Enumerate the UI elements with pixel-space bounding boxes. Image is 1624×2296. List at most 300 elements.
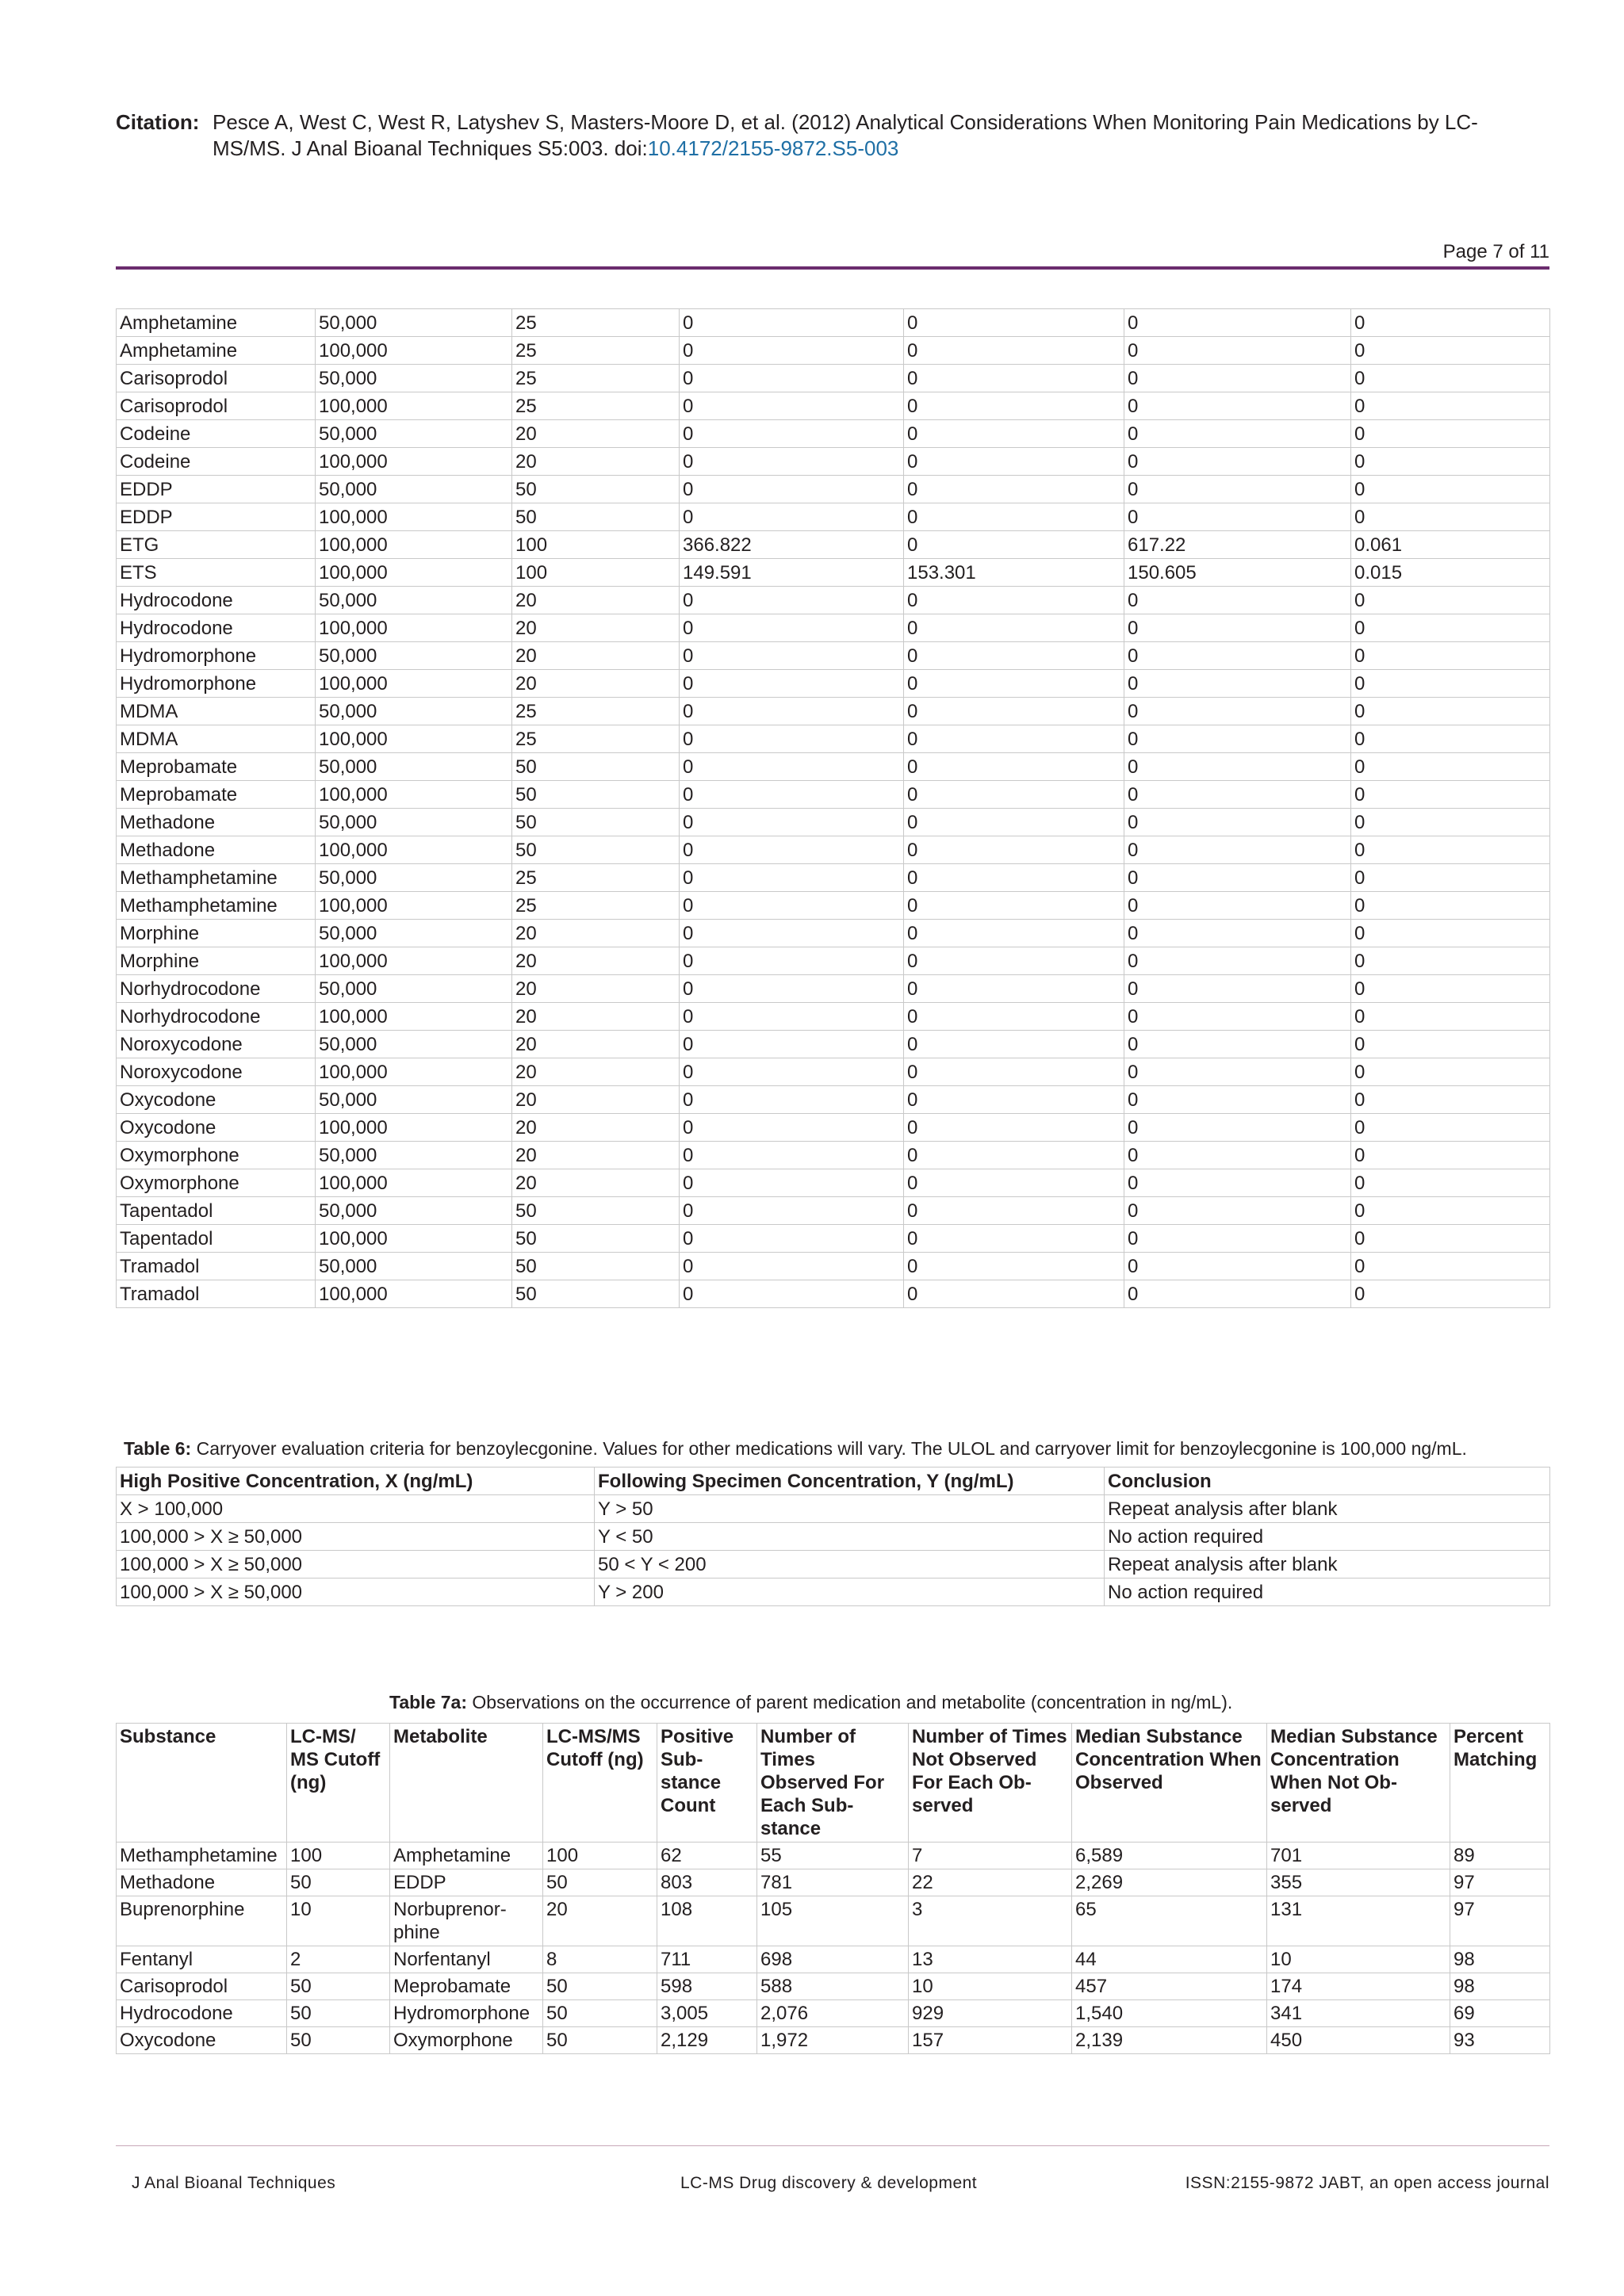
table-cell: 2: [287, 1946, 390, 1973]
table-cell: 0: [904, 864, 1124, 892]
table-cell: 98: [1450, 1946, 1550, 1973]
table-cell: 0: [904, 947, 1124, 975]
table-cell: 0: [904, 698, 1124, 725]
table-cell: 50: [512, 503, 680, 531]
table-cell: 0: [1351, 503, 1550, 531]
table-cell: 0: [1124, 753, 1351, 781]
table-cell: 0: [1351, 392, 1550, 420]
table-cell: 20: [512, 920, 680, 947]
header-row: [117, 1468, 1550, 1495]
table6-caption-label: Table 6:: [124, 1438, 192, 1459]
table-cell: Hydromorphone: [117, 642, 316, 670]
page-number: Page 7 of 11: [1442, 241, 1549, 262]
table-row: [117, 337, 1550, 365]
table-cell: 8: [543, 1946, 657, 1973]
table-cell: 50: [512, 809, 680, 836]
table-cell: 0: [1124, 1197, 1351, 1225]
table-cell: 0: [1351, 1031, 1550, 1058]
table-cell: 69: [1450, 2000, 1550, 2027]
table-cell: 100: [287, 1843, 390, 1869]
table-cell: 100,000: [316, 337, 512, 365]
table-cell: 25: [512, 365, 680, 392]
table-cell: 100,000: [316, 448, 512, 476]
table-cell: 0: [1124, 1253, 1351, 1280]
table-cell: Methadone: [117, 1869, 287, 1896]
table-cell: 25: [512, 725, 680, 753]
table-cell: 1,540: [1072, 2000, 1267, 2027]
table-cell: 0: [680, 809, 904, 836]
table-cell: Methamphetamine: [117, 1843, 287, 1869]
table-row: [117, 1523, 1550, 1551]
table-cell: 0: [1351, 836, 1550, 864]
table-cell: 0: [1124, 1225, 1351, 1253]
table-cell: Fentanyl: [117, 1946, 287, 1973]
table-row: [117, 1031, 1550, 1058]
table-cell: 0: [904, 725, 1124, 753]
table-cell: 0: [680, 781, 904, 809]
table-row: [117, 892, 1550, 920]
table-cell: 2,139: [1072, 2027, 1267, 2054]
table-cell: Oxycodone: [117, 1114, 316, 1142]
table-cell: 50: [543, 1973, 657, 2000]
table-cell: 25: [512, 392, 680, 420]
table-cell: 25: [512, 698, 680, 725]
table-row: [117, 503, 1550, 531]
table-cell: 781: [757, 1869, 909, 1896]
table-cell: 0: [1124, 698, 1351, 725]
table-row: [117, 614, 1550, 642]
table-row: [117, 864, 1550, 892]
table-cell: 0: [904, 809, 1124, 836]
table-cell: 100,000: [316, 1225, 512, 1253]
header-row: [117, 1724, 1550, 1843]
table-cell: Hydromorphone: [117, 670, 316, 698]
table-cell: 50,000: [316, 809, 512, 836]
table-cell: Amphetamine: [390, 1843, 543, 1869]
table-cell: 0: [1351, 892, 1550, 920]
table-cell: Noroxycodone: [117, 1031, 316, 1058]
table-cell: 0: [1351, 1058, 1550, 1086]
table-row: [117, 420, 1550, 448]
table-cell: Morphine: [117, 947, 316, 975]
table-cell: 100,000: [316, 1280, 512, 1308]
table-cell: Carisoprodol: [117, 1973, 287, 2000]
column-header: Positive Substance Count: [657, 1724, 757, 1843]
table-cell: 2,076: [757, 2000, 909, 2027]
table-cell: MDMA: [117, 698, 316, 725]
table-cell: 0: [1351, 781, 1550, 809]
table-cell: 0: [680, 1003, 904, 1031]
table-cell: 0: [904, 392, 1124, 420]
table-cell: 50,000: [316, 1197, 512, 1225]
table-cell: Norhydrocodone: [117, 1003, 316, 1031]
table-cell: 617.22: [1124, 531, 1351, 559]
table-cell: 0: [1351, 947, 1550, 975]
table-cell: 0: [1124, 1280, 1351, 1308]
table-cell: 0.015: [1351, 559, 1550, 587]
table-cell: 0: [904, 1003, 1124, 1031]
table-row: [117, 947, 1550, 975]
table-row: [117, 725, 1550, 753]
table-cell: 100,000: [316, 559, 512, 587]
table-cell: 100,000 > X ≥ 50,000: [117, 1523, 595, 1551]
table-cell: 100,000: [316, 1169, 512, 1197]
footer-rule: [116, 2145, 1549, 2146]
table-cell: 0: [1351, 448, 1550, 476]
table-cell: 100,000: [316, 503, 512, 531]
table-cell: 0: [680, 392, 904, 420]
table-cell: Hydrocodone: [117, 614, 316, 642]
table-cell: Repeat analysis after blank: [1105, 1495, 1550, 1523]
table-cell: EDDP: [390, 1869, 543, 1896]
table-cell: 0: [680, 975, 904, 1003]
header-rule: [116, 266, 1549, 270]
table-cell: 20: [512, 670, 680, 698]
table-cell: 0: [904, 781, 1124, 809]
table-cell: 50: [512, 836, 680, 864]
table-cell: 100,000: [316, 947, 512, 975]
table-cell: 0: [904, 365, 1124, 392]
table-row: [117, 309, 1550, 337]
table-row: [117, 1843, 1550, 1869]
table-row: [117, 1003, 1550, 1031]
table-cell: 50,000: [316, 975, 512, 1003]
table-cell: 0: [904, 476, 1124, 503]
table-cell: 0: [1124, 947, 1351, 975]
table-cell: 20: [543, 1896, 657, 1946]
column-header: Median Substance Concentration When Observed: [1072, 1724, 1267, 1843]
table-cell: 100,000: [316, 836, 512, 864]
table-cell: 0: [904, 1169, 1124, 1197]
table-cell: 355: [1267, 1869, 1450, 1896]
table-cell: Hydrocodone: [117, 2000, 287, 2027]
table-cell: Meprobamate: [390, 1973, 543, 2000]
table-cell: 0: [904, 670, 1124, 698]
column-header: High Positive Concentration, X (ng/mL): [117, 1468, 595, 1495]
table-cell: 0: [1124, 1058, 1351, 1086]
table-row: [117, 1973, 1550, 2000]
table-cell: 0: [680, 1169, 904, 1197]
table-cell: 50: [543, 2027, 657, 2054]
table-cell: 50: [512, 476, 680, 503]
table-cell: 20: [512, 1142, 680, 1169]
table-cell: 0: [680, 448, 904, 476]
table-cell: 3,005: [657, 2000, 757, 2027]
table-cell: 0: [904, 892, 1124, 920]
column-header: Median Substance Concentration When Not Observed: [1267, 1724, 1450, 1843]
table-cell: Methamphetamine: [117, 892, 316, 920]
table-cell: 0.061: [1351, 531, 1550, 559]
table-cell: 0: [680, 698, 904, 725]
table-cell: 1,972: [757, 2027, 909, 2054]
table-cell: 0: [904, 1225, 1124, 1253]
table-cell: Tapentadol: [117, 1225, 316, 1253]
table-cell: 97: [1450, 1896, 1550, 1946]
table6-caption-text: Carryover evaluation criteria for benzoylecgonine. Values for other medications will vary. The ULOL and carryover limit for benzoylecgonine is 100,000 ng/mL.: [191, 1438, 1467, 1459]
table-cell: 25: [512, 309, 680, 337]
table-cell: 0: [1351, 920, 1550, 947]
table-cell: 98: [1450, 1973, 1550, 2000]
table-cell: 0: [1351, 1086, 1550, 1114]
table-row: [117, 1114, 1550, 1142]
table-cell: 0: [904, 614, 1124, 642]
table-cell: 0: [680, 892, 904, 920]
table-cell: 0: [680, 670, 904, 698]
table-cell: No action required: [1105, 1578, 1550, 1606]
table-cell: 105: [757, 1896, 909, 1946]
table-cell: Noroxycodone: [117, 1058, 316, 1086]
table-cell: 0: [1351, 614, 1550, 642]
table-cell: 0: [680, 1225, 904, 1253]
table-cell: 50: [287, 2000, 390, 2027]
carryover-criteria-table: [116, 1467, 1550, 1606]
table-cell: 0: [904, 1280, 1124, 1308]
table-cell: 0: [1124, 781, 1351, 809]
table-row: [117, 642, 1550, 670]
table-cell: 20: [512, 1114, 680, 1142]
table-row: [117, 1058, 1550, 1086]
table-cell: 2,269: [1072, 1869, 1267, 1896]
table-cell: 0: [904, 587, 1124, 614]
table-cell: Repeat analysis after blank: [1105, 1551, 1550, 1578]
table-cell: 174: [1267, 1973, 1450, 2000]
table-cell: Norhydrocodone: [117, 975, 316, 1003]
table-cell: 25: [512, 892, 680, 920]
metabolite-observations-table: [116, 1723, 1550, 2054]
table-cell: EDDP: [117, 476, 316, 503]
table-cell: 0: [904, 1086, 1124, 1114]
table-cell: 0: [680, 1280, 904, 1308]
table-cell: 0: [1351, 1280, 1550, 1308]
table-cell: 0: [680, 1142, 904, 1169]
table-cell: 100,000: [316, 781, 512, 809]
table-cell: 0: [680, 725, 904, 753]
doi-link[interactable]: 10.4172/2155-9872.S5-003: [647, 136, 899, 160]
table-cell: 50,000: [316, 1253, 512, 1280]
table-cell: Y > 50: [595, 1495, 1105, 1523]
table-cell: 0: [680, 1197, 904, 1225]
table-cell: 0: [680, 365, 904, 392]
table-cell: 50: [287, 2027, 390, 2054]
table-cell: Tapentadol: [117, 1197, 316, 1225]
table-cell: 10: [1267, 1946, 1450, 1973]
table-cell: 0: [680, 337, 904, 365]
table-cell: 13: [909, 1946, 1072, 1973]
carryover-results-table: [116, 308, 1550, 1308]
table-row: [117, 531, 1550, 559]
table-row: [117, 1280, 1550, 1308]
table-cell: 7: [909, 1843, 1072, 1869]
table-cell: 100,000: [316, 725, 512, 753]
table-cell: MDMA: [117, 725, 316, 753]
table-cell: 157: [909, 2027, 1072, 2054]
table-row: [117, 836, 1550, 864]
table-cell: Morphine: [117, 920, 316, 947]
table-cell: 0: [904, 531, 1124, 559]
table-cell: 0: [904, 1197, 1124, 1225]
table-cell: 0: [1351, 670, 1550, 698]
table-cell: 0: [1351, 864, 1550, 892]
table-cell: Oxymorphone: [390, 2027, 543, 2054]
table-cell: 50: [543, 1869, 657, 1896]
table-cell: 0: [904, 1114, 1124, 1142]
table-cell: ETG: [117, 531, 316, 559]
table-cell: 20: [512, 614, 680, 642]
table-cell: 0: [1351, 1253, 1550, 1280]
table-cell: 0: [680, 920, 904, 947]
table-cell: 50,000: [316, 587, 512, 614]
table-row: [117, 1495, 1550, 1523]
table-cell: 0: [904, 420, 1124, 448]
table-row: [117, 1169, 1550, 1197]
column-header: Conclusion: [1105, 1468, 1550, 1495]
footer-journal: J Anal Bioanal Techniques: [132, 2174, 336, 2192]
column-header: Substance: [117, 1724, 287, 1843]
table-cell: 44: [1072, 1946, 1267, 1973]
table-row: [117, 1142, 1550, 1169]
table-cell: 0: [904, 448, 1124, 476]
table-cell: 50,000: [316, 920, 512, 947]
table-cell: 100,000: [316, 1003, 512, 1031]
table-row: [117, 920, 1550, 947]
table-cell: 0: [680, 420, 904, 448]
table-cell: 0: [680, 1086, 904, 1114]
table-cell: 0: [1351, 476, 1550, 503]
table-cell: Meprobamate: [117, 781, 316, 809]
table-cell: 0: [1351, 809, 1550, 836]
table-row: [117, 698, 1550, 725]
table-cell: 3: [909, 1896, 1072, 1946]
table-cell: 50,000: [316, 1031, 512, 1058]
table-row: [117, 448, 1550, 476]
column-header: LC-MS/MS Cutoff (ng): [543, 1724, 657, 1843]
table-row: [117, 975, 1550, 1003]
table-cell: 100,000: [316, 1114, 512, 1142]
table-cell: 50,000: [316, 420, 512, 448]
table-cell: 0: [680, 309, 904, 337]
table-cell: Oxymorphone: [117, 1169, 316, 1197]
table-cell: 0: [1124, 476, 1351, 503]
table-cell: Tramadol: [117, 1280, 316, 1308]
table-cell: Hydrocodone: [117, 587, 316, 614]
table-cell: 50: [512, 1197, 680, 1225]
table-cell: 0: [1124, 365, 1351, 392]
table-cell: Y < 50: [595, 1523, 1105, 1551]
table-row: [117, 753, 1550, 781]
table-cell: 0: [680, 1031, 904, 1058]
table-cell: 0: [1351, 1114, 1550, 1142]
table-cell: 450: [1267, 2027, 1450, 2054]
table-cell: Carisoprodol: [117, 392, 316, 420]
table-cell: 20: [512, 1086, 680, 1114]
table-cell: 20: [512, 420, 680, 448]
table-cell: 0: [1124, 420, 1351, 448]
table-cell: Methamphetamine: [117, 864, 316, 892]
table-cell: 0: [680, 587, 904, 614]
table-cell: 10: [909, 1973, 1072, 2000]
table-cell: 0: [1124, 725, 1351, 753]
table-cell: 0: [1124, 337, 1351, 365]
table-row: [117, 1896, 1550, 1946]
citation-body: Pesce A, West C, West R, Latyshev S, Masters-Moore D, et al. (2012) Analytical Considerations When Monitoring Pain Medications by LC-MS/MS. J Anal Bioanal Techniques S5:003. doi:: [213, 110, 1478, 160]
table-cell: Oxymorphone: [117, 1142, 316, 1169]
footer-section: LC-MS Drug discovery & development: [680, 2174, 978, 2192]
table-cell: Amphetamine: [117, 309, 316, 337]
table7a-caption: [389, 1692, 1232, 1713]
table-cell: 0: [1124, 1003, 1351, 1031]
table-cell: 457: [1072, 1973, 1267, 2000]
table-cell: 0: [680, 864, 904, 892]
table-cell: 100,000: [316, 614, 512, 642]
table-cell: 711: [657, 1946, 757, 1973]
table-cell: 0: [904, 920, 1124, 947]
table-row: [117, 476, 1550, 503]
table-cell: 50 < Y < 200: [595, 1551, 1105, 1578]
table-row: [117, 392, 1550, 420]
table-cell: 0: [1124, 670, 1351, 698]
table-cell: 100,000 > X ≥ 50,000: [117, 1578, 595, 1606]
table-row: [117, 365, 1550, 392]
table-cell: 0: [1124, 614, 1351, 642]
table-cell: 153.301: [904, 559, 1124, 587]
table-cell: 0: [680, 1114, 904, 1142]
table-cell: 0: [1124, 1086, 1351, 1114]
table-cell: 0: [1351, 1225, 1550, 1253]
table-cell: 0: [904, 642, 1124, 670]
table-cell: 0: [680, 947, 904, 975]
table-cell: 6,589: [1072, 1843, 1267, 1869]
table-cell: 50: [287, 1869, 390, 1896]
table-cell: Methadone: [117, 809, 316, 836]
table-row: [117, 2000, 1550, 2027]
table-cell: 0: [904, 1253, 1124, 1280]
table-cell: 50: [512, 1225, 680, 1253]
table-cell: Codeine: [117, 420, 316, 448]
table-cell: 20: [512, 1169, 680, 1197]
table-cell: 0: [1124, 587, 1351, 614]
table-cell: 0: [1124, 1114, 1351, 1142]
table-cell: No action required: [1105, 1523, 1550, 1551]
table-row: [117, 2027, 1550, 2054]
footer-issn: ISSN:2155-9872 JABT, an open access journal: [1185, 2174, 1549, 2192]
table-cell: 0: [680, 614, 904, 642]
table-cell: 0: [680, 753, 904, 781]
table-cell: 50,000: [316, 365, 512, 392]
table-cell: 0: [1351, 975, 1550, 1003]
table-cell: 100,000 > X ≥ 50,000: [117, 1551, 595, 1578]
table-cell: 20: [512, 448, 680, 476]
table-cell: 50,000: [316, 698, 512, 725]
table-cell: 93: [1450, 2027, 1550, 2054]
table-cell: Y > 200: [595, 1578, 1105, 1606]
table-cell: 341: [1267, 2000, 1450, 2027]
table-cell: 97: [1450, 1869, 1550, 1896]
table-cell: Norbuprenor-phine: [390, 1896, 543, 1946]
table-cell: 100,000: [316, 892, 512, 920]
table-cell: 0: [1351, 365, 1550, 392]
table-cell: 50: [287, 1973, 390, 2000]
column-header: Percent Matching: [1450, 1724, 1550, 1843]
table-cell: 20: [512, 642, 680, 670]
table7a-caption-text: Observations on the occurrence of parent medication and metabolite (concentration in ng/mL).: [467, 1692, 1233, 1712]
table-cell: 366.822: [680, 531, 904, 559]
table-cell: 20: [512, 947, 680, 975]
table-cell: Meprobamate: [117, 753, 316, 781]
table-cell: 0: [1124, 864, 1351, 892]
table-cell: 0: [1351, 1003, 1550, 1031]
table-cell: 89: [1450, 1843, 1550, 1869]
table-cell: 0: [1124, 1169, 1351, 1197]
